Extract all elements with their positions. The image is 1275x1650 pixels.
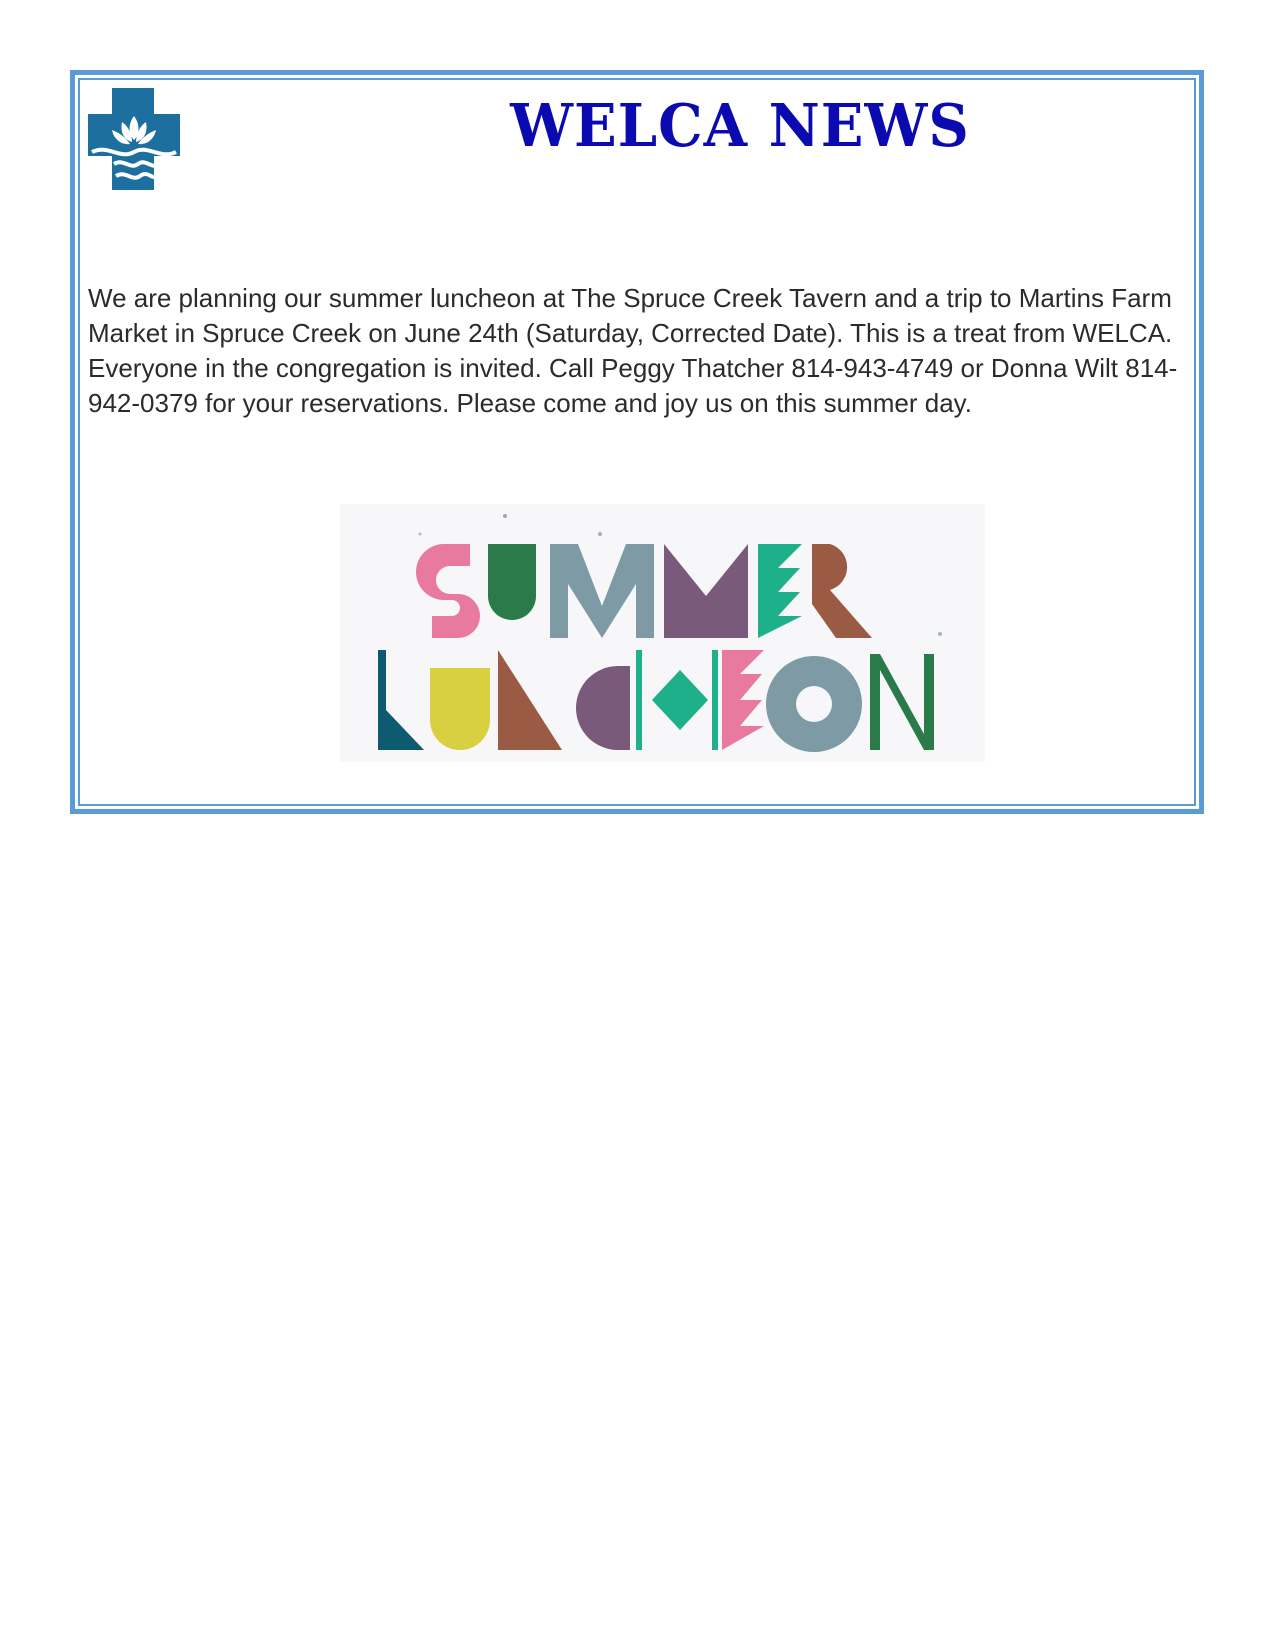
- page-title: WELCA NEWS: [510, 91, 970, 161]
- welca-cross-lotus-icon: [88, 88, 180, 190]
- article-body: We are planning our summer luncheon at The Spruce Creek Tavern and a trip to Martins Farm Market in Spruce Creek on June 24th (Saturday, Corrected Date). This is a treat from WELCA. Everyone in the congregation is invited. Call Peggy Thatcher 814-943-4749 or Donna Wilt 814-942-0379 for your reservations. Please come and joy us on this summer day.: [88, 283, 1178, 418]
- summer-luncheon-banner: [340, 504, 985, 762]
